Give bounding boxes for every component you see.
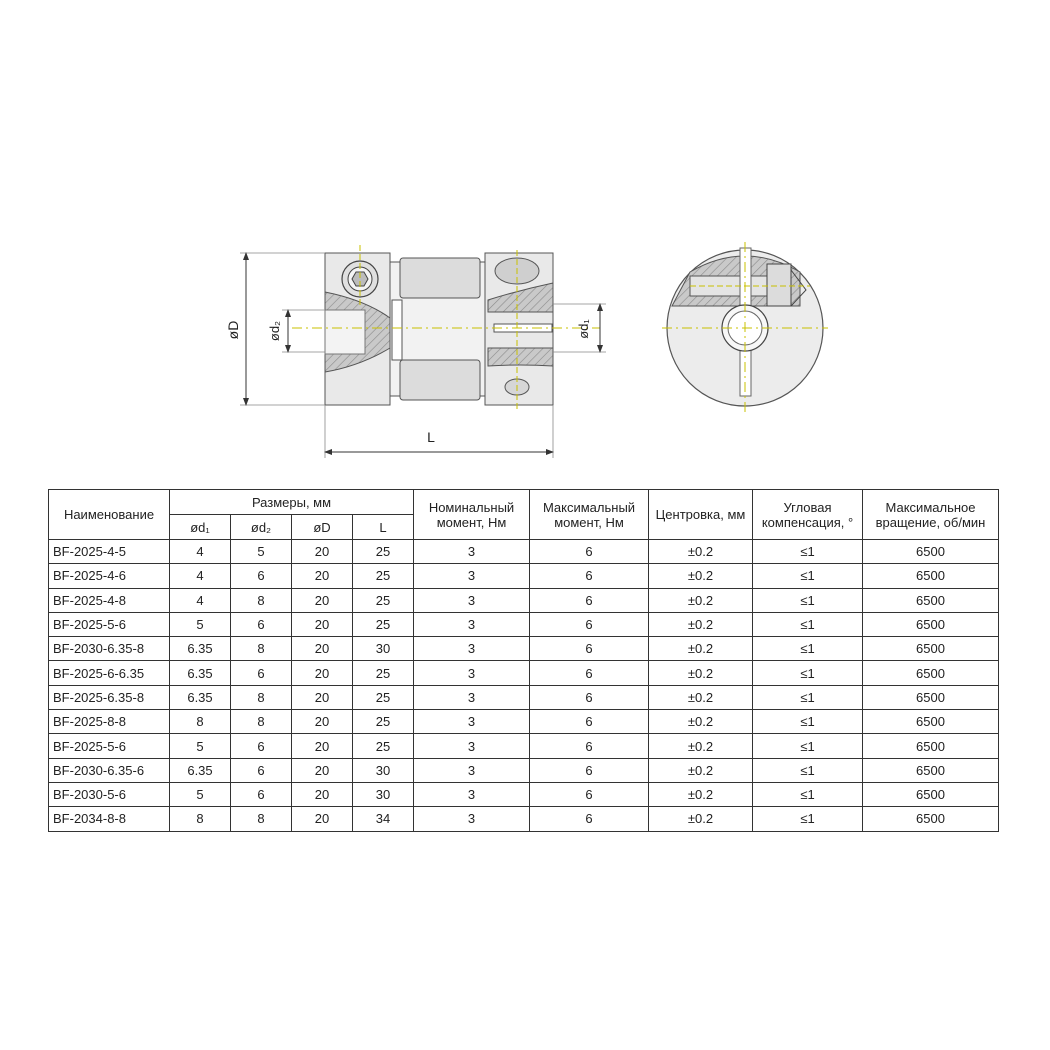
cell-L: 30 (353, 637, 414, 661)
table-row (49, 564, 999, 588)
table-row (49, 782, 999, 806)
cell-angular: ≤1 (753, 612, 863, 636)
header-max-torque: Максимальный момент, Нм (530, 490, 649, 540)
table-row (49, 807, 999, 831)
cell-centering: ±0.2 (649, 710, 753, 734)
cell-nominal: 3 (414, 564, 530, 588)
set-screw-end (767, 264, 791, 306)
cell-d2: 6 (231, 612, 292, 636)
cell-d1: 6.35 (170, 661, 231, 685)
cell-D: 20 (292, 564, 353, 588)
header-angular: Угловая компенсация, ° (753, 490, 863, 540)
cell-rotation: 6500 (863, 588, 999, 612)
cell-max: 6 (530, 710, 649, 734)
cell-rotation: 6500 (863, 734, 999, 758)
cell-nominal: 3 (414, 710, 530, 734)
cell-centering: ±0.2 (649, 564, 753, 588)
cell-D: 20 (292, 685, 353, 709)
cell-max: 6 (530, 588, 649, 612)
header-dimensions: Размеры, мм (170, 490, 414, 515)
cell-rotation: 6500 (863, 710, 999, 734)
cell-angular: ≤1 (753, 710, 863, 734)
cell-D: 20 (292, 637, 353, 661)
table-row (49, 588, 999, 612)
cell-L: 30 (353, 758, 414, 782)
cell-d2: 8 (231, 710, 292, 734)
table-row (49, 661, 999, 685)
cell-D: 20 (292, 540, 353, 564)
cell-centering: ±0.2 (649, 782, 753, 806)
cell-rotation: 6500 (863, 685, 999, 709)
cell-nominal: 3 (414, 540, 530, 564)
cell-nominal: 3 (414, 734, 530, 758)
table-body (49, 540, 999, 832)
cell-centering: ±0.2 (649, 661, 753, 685)
cell-D: 20 (292, 758, 353, 782)
cell-L: 25 (353, 685, 414, 709)
cell-d1: 8 (170, 710, 231, 734)
cell-d1: 5 (170, 612, 231, 636)
cell-d2: 5 (231, 540, 292, 564)
cell-angular: ≤1 (753, 782, 863, 806)
cell-d1: 5 (170, 782, 231, 806)
cell-L: 25 (353, 564, 414, 588)
header-name: Наименование (49, 490, 170, 540)
cell-rotation: 6500 (863, 807, 999, 831)
cell-d2: 6 (231, 734, 292, 758)
cell-max: 6 (530, 782, 649, 806)
cell-nominal: 3 (414, 782, 530, 806)
cell-d1: 6.35 (170, 685, 231, 709)
cell-d2: 6 (231, 661, 292, 685)
cell-d1: 4 (170, 564, 231, 588)
header-d2: ød₂ (231, 515, 292, 540)
cell-max: 6 (530, 612, 649, 636)
cell-name: BF-2025-4-6 (49, 564, 170, 588)
header-centering: Центровка, мм (649, 490, 753, 540)
cell-max: 6 (530, 685, 649, 709)
cell-max: 6 (530, 661, 649, 685)
cell-L: 25 (353, 588, 414, 612)
cell-d1: 8 (170, 807, 231, 831)
cell-name: BF-2025-6-6.35 (49, 661, 170, 685)
cell-D: 20 (292, 807, 353, 831)
cell-centering: ±0.2 (649, 540, 753, 564)
cell-angular: ≤1 (753, 564, 863, 588)
table-row (49, 612, 999, 636)
header-max-rotation: Максимальное вращение, об/мин (863, 490, 999, 540)
cell-rotation: 6500 (863, 758, 999, 782)
table-row (49, 734, 999, 758)
cell-centering: ±0.2 (649, 807, 753, 831)
cell-name: BF-2030-5-6 (49, 782, 170, 806)
cell-name: BF-2025-4-5 (49, 540, 170, 564)
cell-L: 25 (353, 734, 414, 758)
cell-centering: ±0.2 (649, 758, 753, 782)
cell-rotation: 6500 (863, 637, 999, 661)
cell-L: 25 (353, 612, 414, 636)
specifications-table (48, 489, 999, 832)
cell-L: 34 (353, 807, 414, 831)
cell-d1: 6.35 (170, 758, 231, 782)
cell-max: 6 (530, 540, 649, 564)
cell-L: 25 (353, 540, 414, 564)
table-row (49, 637, 999, 661)
cell-d1: 4 (170, 540, 231, 564)
cell-centering: ±0.2 (649, 685, 753, 709)
cell-d1: 4 (170, 588, 231, 612)
cell-angular: ≤1 (753, 588, 863, 612)
cell-d1: 5 (170, 734, 231, 758)
table-row (49, 758, 999, 782)
end-view (662, 242, 828, 414)
cell-angular: ≤1 (753, 661, 863, 685)
cell-angular: ≤1 (753, 734, 863, 758)
cell-D: 20 (292, 588, 353, 612)
cell-L: 25 (353, 661, 414, 685)
dim-label-d1: ød₁ (576, 319, 591, 339)
cell-max: 6 (530, 637, 649, 661)
cell-angular: ≤1 (753, 685, 863, 709)
cell-centering: ±0.2 (649, 612, 753, 636)
header-nominal-torque: Номинальный момент, Нм (414, 490, 530, 540)
header-d1: ød₁ (170, 515, 231, 540)
cell-nominal: 3 (414, 661, 530, 685)
cell-rotation: 6500 (863, 564, 999, 588)
cell-name: BF-2025-8-8 (49, 710, 170, 734)
cell-D: 20 (292, 612, 353, 636)
cell-name: BF-2025-5-6 (49, 612, 170, 636)
cell-max: 6 (530, 758, 649, 782)
cell-angular: ≤1 (753, 540, 863, 564)
cell-angular: ≤1 (753, 637, 863, 661)
cell-rotation: 6500 (863, 661, 999, 685)
cell-max: 6 (530, 564, 649, 588)
cell-centering: ±0.2 (649, 637, 753, 661)
cell-D: 20 (292, 782, 353, 806)
cell-d2: 8 (231, 588, 292, 612)
table-row (49, 710, 999, 734)
dim-label-L: L (427, 429, 435, 445)
cell-angular: ≤1 (753, 758, 863, 782)
cell-d2: 6 (231, 758, 292, 782)
cell-d2: 8 (231, 685, 292, 709)
header-D: øD (292, 515, 353, 540)
cell-name: BF-2025-6.35-8 (49, 685, 170, 709)
cell-nominal: 3 (414, 588, 530, 612)
cell-D: 20 (292, 661, 353, 685)
cell-rotation: 6500 (863, 782, 999, 806)
cell-rotation: 6500 (863, 612, 999, 636)
side-view (225, 245, 606, 458)
cell-d2: 6 (231, 564, 292, 588)
cell-name: BF-2025-4-8 (49, 588, 170, 612)
coupling-technical-drawing (0, 0, 1050, 480)
cell-name: BF-2030-6.35-6 (49, 758, 170, 782)
table-row (49, 685, 999, 709)
cell-L: 25 (353, 710, 414, 734)
cell-rotation: 6500 (863, 540, 999, 564)
cell-nominal: 3 (414, 758, 530, 782)
dim-label-D: øD (225, 320, 241, 340)
cell-centering: ±0.2 (649, 734, 753, 758)
cell-nominal: 3 (414, 807, 530, 831)
header-L: L (353, 515, 414, 540)
cell-D: 20 (292, 734, 353, 758)
cell-L: 30 (353, 782, 414, 806)
cell-D: 20 (292, 710, 353, 734)
cell-name: BF-2034-8-8 (49, 807, 170, 831)
cell-max: 6 (530, 734, 649, 758)
cell-centering: ±0.2 (649, 588, 753, 612)
header-row-top (49, 490, 999, 515)
cell-d2: 8 (231, 807, 292, 831)
cell-nominal: 3 (414, 612, 530, 636)
table-row (49, 540, 999, 564)
cell-angular: ≤1 (753, 807, 863, 831)
cell-max: 6 (530, 807, 649, 831)
cell-d1: 6.35 (170, 637, 231, 661)
cell-d2: 8 (231, 637, 292, 661)
cell-nominal: 3 (414, 637, 530, 661)
cell-name: BF-2025-5-6 (49, 734, 170, 758)
cell-nominal: 3 (414, 685, 530, 709)
cell-name: BF-2030-6.35-8 (49, 637, 170, 661)
cell-d2: 6 (231, 782, 292, 806)
dim-label-d2: ød₂ (267, 320, 282, 342)
